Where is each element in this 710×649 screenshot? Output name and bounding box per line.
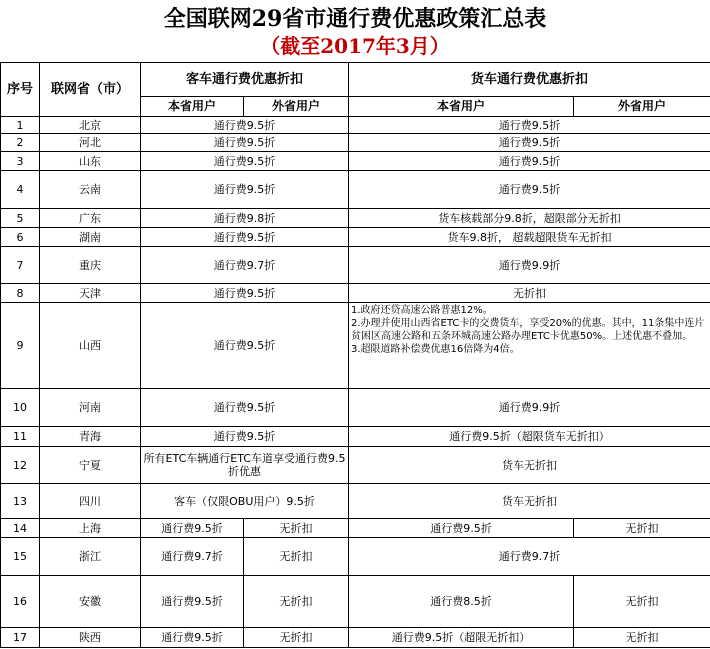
header-row <box>1 63 710 97</box>
table-row <box>1 447 710 484</box>
table-row <box>1 484 710 519</box>
row-no: 7 <box>1 247 40 284</box>
table-row <box>1 117 710 134</box>
row-province: 云南 <box>40 171 141 209</box>
row-passenger: 通行费9.5折 <box>141 303 349 389</box>
row-no: 16 <box>1 576 40 628</box>
row-passenger: 通行费9.5折 <box>141 427 349 447</box>
row-no: 1 <box>1 117 40 134</box>
header-truck-local: 本省用户 <box>349 97 574 117</box>
row-province: 四川 <box>40 484 141 519</box>
row-truck: 通行费9.5折 <box>349 134 710 152</box>
row-no: 6 <box>1 228 40 247</box>
row-truck-local: 通行费8.5折 <box>349 576 574 628</box>
row-truck: 货车无折扣 <box>349 484 710 519</box>
row-passenger-outside: 无折扣 <box>244 538 349 576</box>
header-truck: 货车通行费优惠折扣 <box>349 63 710 97</box>
page-subtitle: （截至2017年3月） <box>260 34 450 58</box>
row-no: 12 <box>1 447 40 484</box>
row-passenger: 通行费9.7折 <box>141 247 349 284</box>
row-passenger: 通行费9.5折 <box>141 117 349 134</box>
row-no: 13 <box>1 484 40 519</box>
row-truck: 通行费9.9折 <box>349 247 710 284</box>
header-passenger: 客车通行费优惠折扣 <box>141 63 349 97</box>
table-row <box>1 152 710 171</box>
policy-table <box>0 62 710 648</box>
row-truck: 货车9.8折， 超载超限货车无折扣 <box>349 228 710 247</box>
row-passenger-outside: 无折扣 <box>244 519 349 538</box>
table-row <box>1 303 710 389</box>
row-no: 11 <box>1 427 40 447</box>
row-passenger-outside: 无折扣 <box>244 576 349 628</box>
row-no: 3 <box>1 152 40 171</box>
header-truck-outside: 外省用户 <box>574 97 710 117</box>
row-province: 青海 <box>40 427 141 447</box>
row-truck-local: 通行费9.5折 <box>349 519 574 538</box>
row-truck-outside: 无折扣 <box>574 628 710 648</box>
row-no: 2 <box>1 134 40 152</box>
row-province: 上海 <box>40 519 141 538</box>
table-row <box>1 576 710 628</box>
table-row <box>1 209 710 228</box>
header-passenger-outside: 外省用户 <box>244 97 349 117</box>
row-truck: 通行费9.5折 <box>349 152 710 171</box>
row-passenger: 通行费9.5折 <box>141 134 349 152</box>
row-passenger-local: 通行费9.5折 <box>141 519 244 538</box>
row-truck-outside: 无折扣 <box>574 576 710 628</box>
row-no: 8 <box>1 284 40 303</box>
header-province: 联网省（市） <box>40 63 141 117</box>
row-truck-outside: 无折扣 <box>574 519 710 538</box>
row-passenger-outside: 无折扣 <box>244 628 349 648</box>
table-row <box>1 171 710 209</box>
row-province: 浙江 <box>40 538 141 576</box>
row-no: 17 <box>1 628 40 648</box>
policy-line: 3.超限道路补偿费优惠16倍降为4倍。 <box>351 344 520 355</box>
row-passenger: 通行费9.5折 <box>141 171 349 209</box>
table-row <box>1 538 710 576</box>
row-no: 10 <box>1 389 40 427</box>
row-no: 5 <box>1 209 40 228</box>
row-passenger: 通行费9.5折 <box>141 152 349 171</box>
row-truck: 货车无折扣 <box>349 447 710 484</box>
row-province: 山东 <box>40 152 141 171</box>
row-province: 河南 <box>40 389 141 427</box>
row-truck: 通行费9.7折 <box>349 538 710 576</box>
row-truck-policy-list <box>349 303 710 389</box>
policy-line: 1.政府还贷高速公路普惠12%。 <box>351 305 493 316</box>
row-passenger: 通行费9.8折 <box>141 209 349 228</box>
row-truck: 通行费9.9折 <box>349 389 710 427</box>
row-truck: 通行费9.5折（超限货车无折扣） <box>349 427 710 447</box>
page-title: 全国联网29省市通行费优惠政策汇总表 <box>163 6 547 32</box>
table-row <box>1 134 710 152</box>
row-passenger: 客车（仅限OBU用户）9.5折 <box>141 484 349 519</box>
row-province: 山西 <box>40 303 141 389</box>
row-no: 15 <box>1 538 40 576</box>
row-passenger: 所有ETC车辆通行ETC车道享受通行费9.5折优惠 <box>141 447 349 484</box>
row-no: 14 <box>1 519 40 538</box>
row-truck: 通行费9.5折 <box>349 117 710 134</box>
row-truck-local: 通行费9.5折（超限无折扣） <box>349 628 574 648</box>
row-province: 北京 <box>40 117 141 134</box>
row-province: 重庆 <box>40 247 141 284</box>
row-province: 陕西 <box>40 628 141 648</box>
row-no: 4 <box>1 171 40 209</box>
row-truck: 无折扣 <box>349 284 710 303</box>
row-passenger-local: 通行费9.5折 <box>141 628 244 648</box>
table-row <box>1 628 710 648</box>
row-province: 湖南 <box>40 228 141 247</box>
row-passenger-local: 通行费9.7折 <box>141 538 244 576</box>
table-row <box>1 427 710 447</box>
table-row <box>1 247 710 284</box>
row-passenger-local: 通行费9.5折 <box>141 576 244 628</box>
row-truck: 货车核载部分9.8折，超限部分无折扣 <box>349 209 710 228</box>
row-province: 河北 <box>40 134 141 152</box>
row-passenger: 通行费9.5折 <box>141 389 349 427</box>
row-passenger: 通行费9.5折 <box>141 284 349 303</box>
row-province: 天津 <box>40 284 141 303</box>
row-province: 广东 <box>40 209 141 228</box>
header-passenger-local: 本省用户 <box>141 97 244 117</box>
row-province: 宁夏 <box>40 447 141 484</box>
policy-line: 2.办理并使用山西省ETC卡的交费货车，享受20%的优惠。其中，11条集中连片贫困区高速公路和五条环城高速公路办理ETC卡优惠50%。上述优惠不叠加。 <box>351 318 705 342</box>
table-row <box>1 284 710 303</box>
table-row <box>1 228 710 247</box>
header-no: 序号 <box>1 63 40 117</box>
row-no: 9 <box>1 303 40 389</box>
row-province: 安徽 <box>40 576 141 628</box>
row-passenger: 通行费9.5折 <box>141 228 349 247</box>
table-row <box>1 389 710 427</box>
row-truck: 通行费9.5折 <box>349 171 710 209</box>
title-block <box>0 0 710 62</box>
table-row <box>1 519 710 538</box>
